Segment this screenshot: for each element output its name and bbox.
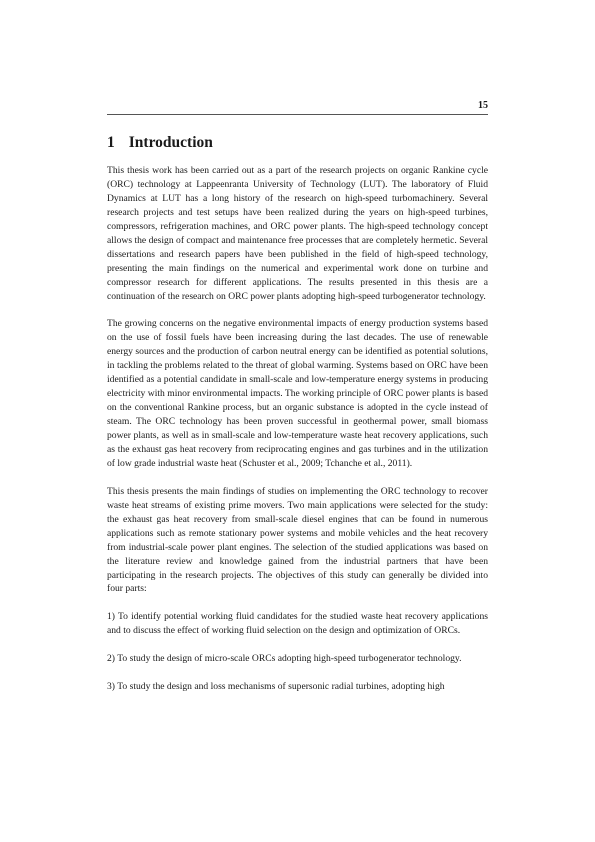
paragraph: This thesis work has been carried out as a part of the research projects on organic Rankine cycle (ORC) technology at Lappeenranta University of Technology (LUT). The laboratory of Fluid Dynamics at LUT has a long history of the research on high-speed turbomachinery. Several research projects and test setups have been realized during the years on high-speed turbines, compressors, refrigeration machines, and ORC power plants. The high-speed technology concept allows the design of compact and maintenance free processes that are completely hermetic. Several dissertations and research papers have been published in the field of high-speed technology, presenting the main findings on the numerical and experimental work done on turbine and compressor research for different applications. The results presented in this thesis are a continuation of the research on ORC power plants adopting high-speed turbogenerator technology.	[107, 165, 488, 302]
list-item: 2) To study the design of micro-scale ORCs adopting high-speed turbogenerator technology.	[107, 653, 462, 665]
body-text	[107, 164, 488, 708]
header-rule	[107, 114, 488, 115]
chapter-title: Introduction	[128, 134, 213, 151]
list-item: 1) To identify potential working fluid candidates for the studied waste heat recovery applications and to discuss the effect of working fluid selection on the design and optimization of ORCs.	[107, 611, 488, 637]
paragraph: The growing concerns on the negative environmental impacts of energy production systems based on the use of fossil fuels have been increasing during the last decades. The use of renewable energy sources and the production of carbon neutral energy can be identified as potential solutions, in tackling the problems related to the threat of global warming. Systems based on ORC have been identified as a potential candidate in small-scale and low-temperature energy systems in producing electricity with minor environmental impacts. The working principle of ORC power plants is based on the conventional Rankine process, but an organic substance is adopted in the cycle instead of steam. The ORC technology has been proven successful in geothermal power, small biomass power plants, as well as in small-scale and low-temperature waste heat recovery applications, such as the exhaust gas heat recovery from reciprocating engines and gas turbines and in the utilization of low grade industrial waste heat (Schuster et al., 2009; Tchanche et al., 2011).	[107, 318, 488, 469]
page-number: 15	[478, 100, 488, 111]
chapter-number: 1	[107, 134, 115, 151]
paragraph: This thesis presents the main findings of studies on implementing the ORC technology to recover waste heat streams of existing prime movers. Two main applications were selected for the study: the exhaust gas heat recovery from small-scale diesel engines that can be found in numerous applications such as remote stationary power systems and mobile vehicles and the heat recovery from industrial-scale power plant engines. The selection of the studied applications was based on the literature review and knowledge gained from the industrial partners that have been participating in the research projects. The objectives of this study can generally be divided into four parts:	[107, 485, 488, 595]
chapter-heading	[107, 134, 213, 152]
list-item: 3) To study the design and loss mechanisms of supersonic radial turbines, adopting high	[107, 680, 445, 692]
